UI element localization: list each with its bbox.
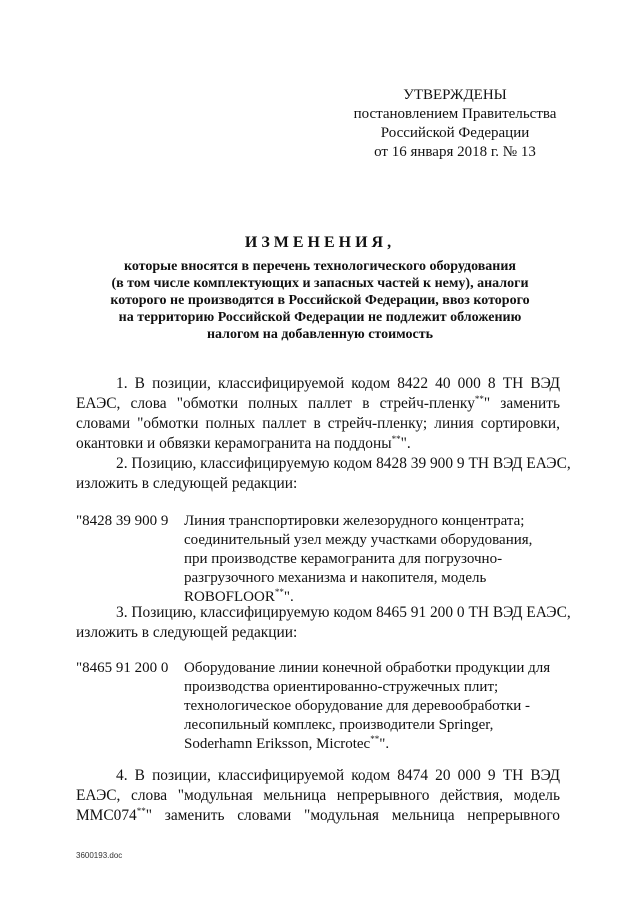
text-line: 1. В позиции, классифицируемой кодом 8422 40 000 8 ТН ВЭД — [116, 375, 560, 392]
paragraph-item-1 — [76, 374, 560, 454]
text-span: Soderhamn Eriksson, Microtec — [184, 736, 371, 752]
text-span: ЕАЭС, слова "обмотки полных паллет в стрейч-пленку — [76, 395, 475, 412]
approval-heading: УТВЕРЖДЕНЫ — [403, 87, 507, 103]
text-line — [184, 735, 564, 754]
document-subtitle — [60, 258, 580, 343]
text-line — [76, 806, 560, 826]
paragraph-item-2 — [76, 454, 571, 494]
document-title: ИЗМЕНЕНИЯ, — [244, 234, 396, 251]
text-line: при производстве керамогранита для погрузочно- — [184, 551, 503, 567]
approval-date: от 16 января 2018 г. № 13 — [374, 144, 536, 160]
footnote-mark: ** — [391, 433, 401, 444]
approval-line: Российской Федерации — [380, 125, 530, 141]
text-line: технологическое оборудование для деревообработки - — [184, 698, 531, 714]
subtitle-line: которые вносятся в перечень технологического оборудования — [123, 259, 517, 274]
approval-line: постановлением Правительства — [353, 106, 557, 122]
text-span: " заменить словами "модульная мельница непрерывного — [145, 807, 560, 824]
text-line: 2. Позицию, классифицируемую кодом 8428 39 900 9 ТН ВЭД ЕАЭС, — [116, 455, 571, 472]
text-line: словами "обмотки полных паллет в стрейч-пленку; линия сортировки, — [76, 415, 560, 432]
text-line: 4. В позиции, классифицируемой кодом 8474 20 000 9 ТН ВЭД — [116, 767, 560, 784]
footer-filename: 3600193.doc — [76, 851, 123, 860]
text-line: Оборудование линии конечной обработки продукции для — [184, 660, 551, 676]
text-line: производства ориентированно-стружечных плит; — [184, 679, 499, 695]
footnote-mark: ** — [136, 805, 146, 816]
text-line: ЕАЭС, слова "модульная мельница непрерывного действия, модель — [76, 787, 560, 804]
text-line: Линия транспортировки железорудного концентрата; — [184, 513, 525, 529]
text-line: разгрузочного механизма и накопителя, модель — [184, 570, 487, 586]
paragraph-item-3 — [76, 603, 571, 643]
text-span: ROBOFLOOR — [184, 589, 275, 605]
text-line: изложить в следующей редакции: — [76, 475, 298, 492]
text-line: изложить в следующей редакции: — [76, 624, 298, 641]
position-description — [184, 512, 564, 607]
position-entry-8465 — [76, 659, 566, 755]
approval-block — [330, 86, 580, 162]
text-line — [76, 434, 560, 454]
footnote-mark: ** — [370, 734, 380, 744]
subtitle-line: которого не производятся в Российской Федерации, ввоз которого — [110, 293, 530, 308]
subtitle-line: (в том числе комплектующих и запасных частей к нему), аналоги — [111, 276, 529, 291]
position-description — [184, 659, 564, 754]
text-line: лесопильный комплекс, производители Springer, — [184, 717, 494, 733]
text-span: ММС074 — [76, 807, 137, 824]
subtitle-line: на территорию Российской Федерации не подлежит обложению — [118, 310, 522, 325]
text-span: ". — [400, 435, 411, 452]
position-code: "8428 39 900 9 — [76, 513, 169, 529]
text-span: " заменить — [483, 395, 560, 412]
subtitle-line: налогом на добавленную стоимость — [206, 327, 434, 342]
footnote-mark: ** — [274, 587, 284, 597]
text-line: 3. Позицию, классифицируемую кодом 8465 91 200 0 ТН ВЭД ЕАЭС, — [116, 604, 571, 621]
text-span: ". — [283, 589, 294, 605]
position-entry-8428 — [76, 512, 566, 608]
position-code: "8465 91 200 0 — [76, 660, 169, 676]
text-line: соединительный узел между участками оборудования, — [184, 532, 533, 548]
text-line — [76, 394, 560, 414]
text-span: ". — [379, 736, 390, 752]
footnote-mark: ** — [474, 393, 484, 404]
paragraph-item-4 — [76, 766, 560, 826]
text-span: окантовки и обвязки керамогранита на поддоны — [76, 435, 392, 452]
